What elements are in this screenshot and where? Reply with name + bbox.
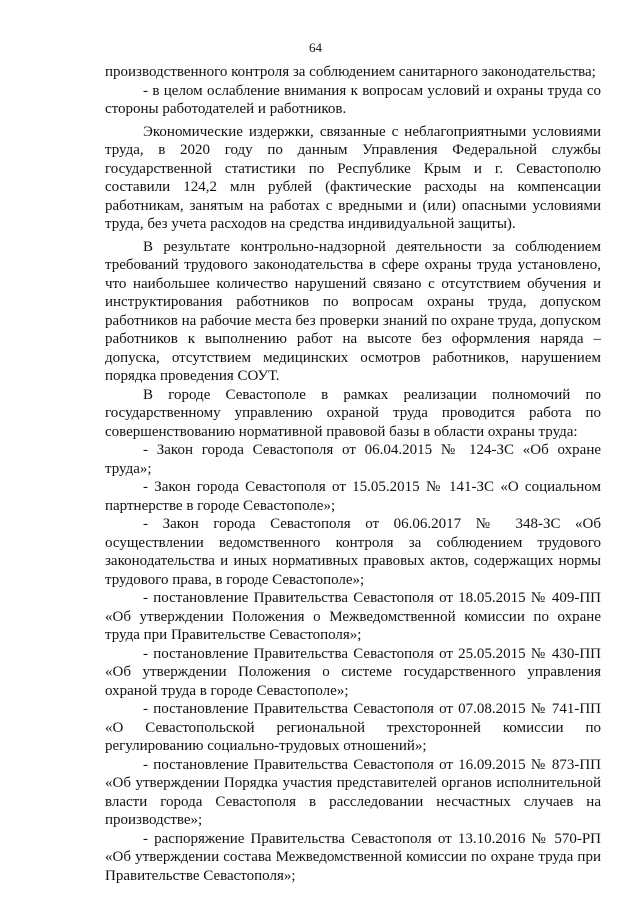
paragraph: В городе Севастополе в рамках реализации полномочий по государственному управлению охраной труда проводится работа по совершенствованию нормативной правовой базы в области охраны труда: [105,386,601,440]
list-item: - постановление Правительства Севастополя от 07.08.2015 № 741-ПП «О Севастопольской региональной трехсторонней комиссии по регулированию социально-трудовых отношений»; [105,701,601,754]
paragraph: В результате контрольно-надзорной деятельности за соблюдением требований трудового законодательства в сфере охраны труда установлено, что наибольшее количество нарушений связано с отсутствием обучения и инструктирования работников по вопросам охраны труда, допуском работников на рабочие места без проверки знаний по охране труда, допуском работников к выполнению работ на высоте без оформления наряда – допуска, отсутствием медицинских осмотров работников, нарушением порядка проведения СОУТ. [105,238,601,384]
paragraph: Экономические издержки, связанные с неблагоприятными условиями труда, в 2020 году по данным Управления Федеральной службы государственной статистики по Республике Крым и г. Севастополю составили 124,2 млн рублей (фактические расходы на компенсации работникам, занятым на работах с вредными и (или) опасными условиями труда, без учета расходов на средства индивидуальной защиты). [105,123,601,232]
list-item: - постановление Правительства Севастополя от 18.05.2015 № 409-ПП «Об утверждении Положения о Межведомственной комиссии по охране труда при Правительстве Севастополя»; [105,590,601,643]
list-item: - Закон города Севастополя от 06.04.2015 № 124-ЗС «Об охране труда»; [105,442,601,477]
page-number: 64 [309,40,322,55]
list-item: - Закон города Севастополя от 06.06.2017 № 348-ЗС «Об осуществлении ведомственного контроля за соблюдением трудового законодательства и иных нормативных правовых актов, содержащих нормы трудового права, в городе Севастополе»; [105,516,601,588]
list-item: - распоряжение Правительства Севастополя от 13.10.2016 № 570-РП «Об утверждении состава Межведомственной комиссии по охране труда при Правительстве Севастополя»; [105,830,601,884]
paragraph: производственного контроля за соблюдением санитарного законодательства; [105,64,596,80]
list-item: - постановление Правительства Севастополя от 16.09.2015 № 873-ПП «Об утверждении Порядка участия представителей органов исполнительной власти города Севастополя в расследовании несчастных случаев на производстве»; [105,756,601,828]
paragraph: - в целом ослабление внимания к вопросам условий и охраны труда со стороны работодателей и работников. [105,82,601,117]
list-item: - Закон города Севастополя от 15.05.2015 № 141-ЗС «О социальном партнерстве в городе Севастополе»; [105,479,601,514]
list-item: - постановление Правительства Севастополя от 25.05.2015 № 430-ПП «Об утверждении Положения о системе государственного управления охраной труда в городе Севастополе»; [105,645,601,699]
page-body [105,63,601,885]
